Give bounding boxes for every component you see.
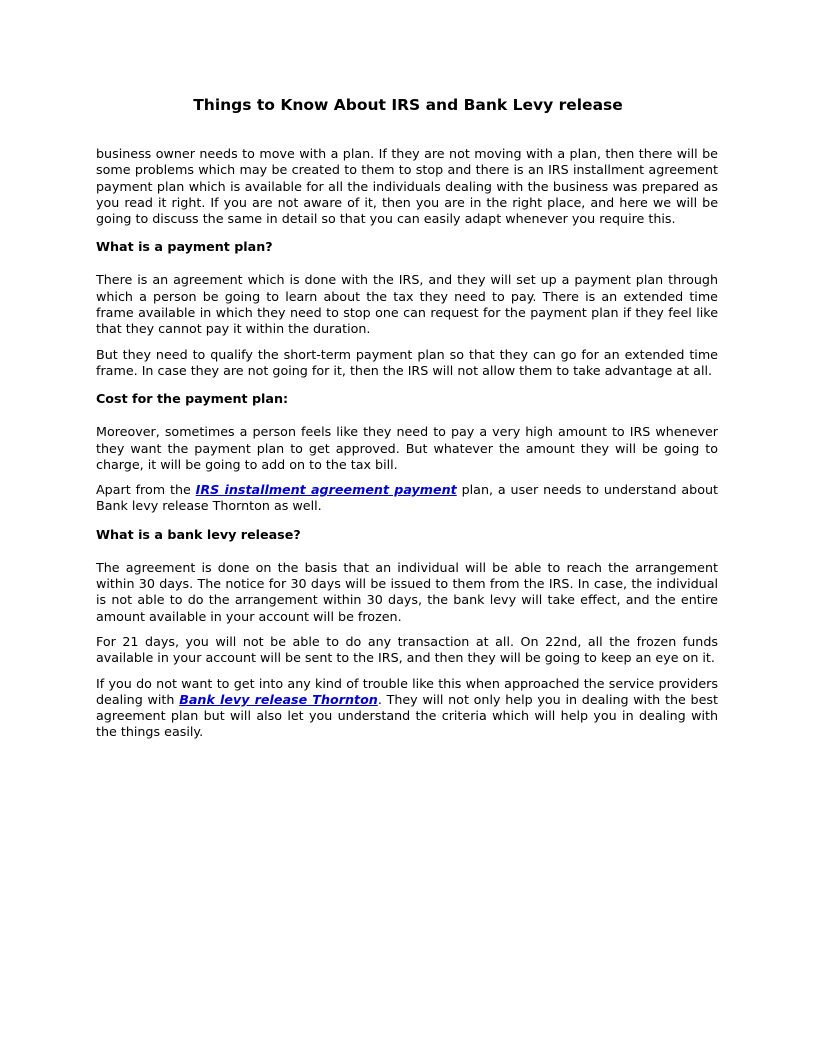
page-title: Things to Know About IRS and Bank Levy release — [193, 96, 623, 114]
paragraph: But they need to qualify the short-term payment plan so that they can go for an extended time frame. In case they are not going for it, then the IRS will not allow them to take advantage at all. — [96, 346, 718, 378]
bank-levy-release-thornton-link[interactable]: Bank levy release Thornton — [179, 691, 378, 707]
section-heading-bank-levy: What is a bank levy release? — [96, 526, 301, 542]
paragraph: Moreover, sometimes a person feels like they need to pay a very high amount to IRS whenever they want the payment plan to get approved. But whatever the amount they will be going to charge, it will be going to add on to the tax bill. — [96, 424, 718, 472]
paragraph: For 21 days, you will not be able to do any transaction at all. On 22nd, all the frozen funds available in your account will be sent to the IRS, and then they will be going to keep an eye on it. — [96, 633, 718, 666]
irs-installment-agreement-link[interactable]: IRS installment agreement payment — [195, 482, 457, 498]
paragraph-text: If you do not want to get into any kind of trouble like this when approached the service providers dealing with — [96, 675, 718, 707]
paragraph-text: Apart from the — [96, 482, 196, 498]
paragraph: There is an agreement which is done with the IRS, and they will set up a payment plan through which a person be going to learn about the tax they need to pay. There is an extended time frame available in which they need to stop one can request for the payment plan if they feel like that they cannot pay it within the duration. — [96, 272, 718, 337]
paragraph: The agreement is done on the basis that an individual will be able to reach the arrangement within 30 days. The notice for 30 days will be issued to them from the IRS. In case, the individual is not able to do the arrangement within 30 days, the bank levy will take effect, and the entire amount available in your account will be frozen. — [96, 559, 718, 624]
paragraph-text: . They will not only help you in dealing with the best agreement plan but will also let you understand the criteria which will help you in dealing with the things easily. — [96, 691, 718, 740]
paragraph-text: plan, a user needs to understand about Bank levy release Thornton as well. — [96, 482, 718, 514]
document-body — [96, 146, 718, 750]
intro-paragraph: business owner needs to move with a plan. If they are not moving with a plan, then there will be some problems which may be created to them to stop and there is an IRS installment agreement payment plan which is available for all the individuals dealing with the business was prepared as you read it right. If you are not aware of it, then you are in the right place, and here we will be going to discuss the same in detail so that you can easily adapt whenever you require this. — [96, 146, 718, 227]
section-heading-cost: Cost for the payment plan: — [96, 391, 289, 407]
section-heading-payment-plan: What is a payment plan? — [96, 239, 273, 255]
link-paragraph — [96, 482, 718, 515]
link-paragraph — [96, 676, 718, 741]
